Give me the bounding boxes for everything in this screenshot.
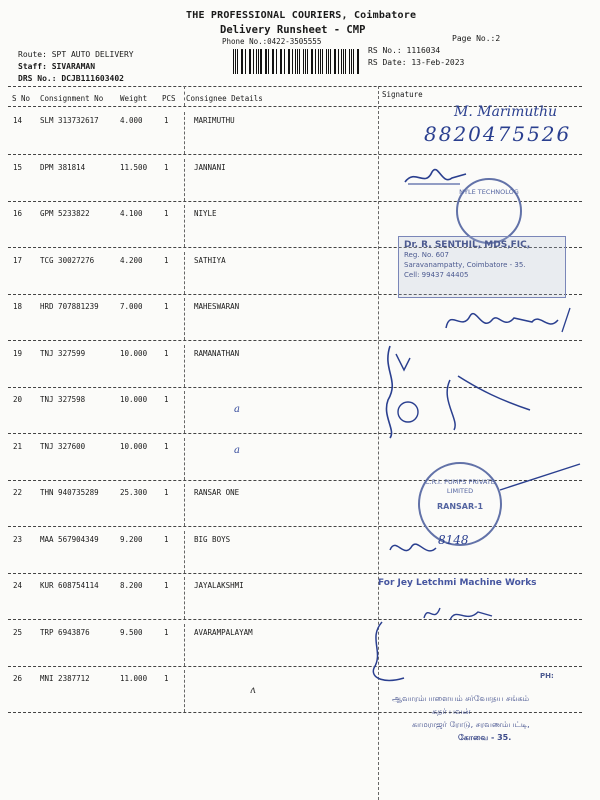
row-pcs: 1 [164,302,169,311]
row-consignment: SLM 313732617 [40,116,99,125]
row-pcs: 1 [164,255,169,265]
jaylakshmi-stamp: For Jey Letchmi Machine Works [378,578,537,588]
row-consignment: HRD 707881239 [40,302,99,311]
barcode-bar [260,49,261,74]
rs-number: RS No.: 1116034 [368,46,441,55]
row-weight: 8.200 [120,581,143,590]
row-sno: 21 [13,441,23,451]
row-col-divider [184,345,185,387]
row-rule [8,573,582,574]
col-sno: S No [12,94,31,103]
row-consignment: KUR 608754114 [40,581,99,590]
row-col-divider [184,159,185,201]
row-col-divider [184,670,185,712]
row-pcs: 1 [164,395,169,404]
row-sno: 14 [13,116,23,125]
signature-row22 [380,460,590,540]
row-consignment: DPM 381814 [40,162,86,172]
row-col-divider [184,624,185,666]
barcode-bar [338,49,339,74]
row-consignee: JAYALAKSHMI [194,581,244,590]
barcode-bar [241,49,242,74]
row-col-divider [184,438,185,480]
handwritten-phone: 8820475526 [424,122,572,146]
row-consignee: JANNANI [194,162,226,172]
page-number: Page No.:2 [452,34,501,43]
row-weight: 11.500 [120,162,148,172]
barcode-bar [281,49,282,74]
row-weight: 7.000 [120,302,143,311]
barcode-bar [311,49,312,74]
barcode-bar [322,49,323,74]
barcode-bar [345,49,346,74]
row-col-divider [184,298,185,340]
barcode-bar [320,49,321,74]
signature-row15 [400,160,470,190]
barcode-bar [276,49,277,74]
row-consignee: SATHIYA [194,255,226,265]
row-col-divider [184,484,185,526]
row-col-divider [184,531,185,573]
row-pcs: 1 [164,162,169,172]
row-consignee: MARIMUTHU [194,116,235,125]
cri-pumps-stamp: C.R.I. PUMPS PRIVATE LIMITED RANSAR-1 [418,462,502,546]
row-consignment: GPM 5233822 [40,209,90,218]
col-signature: Signature [382,90,423,99]
avaram-ph: PH: [540,672,554,680]
row-sno: 16 [13,209,23,218]
signature-row18 [440,302,580,338]
row-consignee: BIG BOYS [194,534,231,544]
row-consignment: MNI 2387712 [40,674,90,683]
row-consignee: RAMANATHAN [194,348,240,358]
handwritten-number: 8148 [438,533,469,547]
route-info [18,49,134,85]
staff: Staff: SIVARAMAN [18,62,96,71]
barcode-bar [307,49,308,74]
row-weight: 4.200 [120,255,143,265]
row-consignment: TRP 6943876 [40,627,90,637]
row-weight: 9.200 [120,534,143,544]
row-pcs: 1 [164,674,169,683]
nyle-stamp: NYLE TECHNOLOG [456,178,522,244]
row-weight: 10.000 [120,395,148,404]
row-col-divider [184,112,185,154]
row-pcs: 1 [164,534,169,544]
col-divider [184,86,185,106]
row-consignment: TCG 30027276 [40,255,95,265]
company-title: THE PROFESSIONAL COURIERS, Coimbatore [186,10,417,21]
row-col-divider [184,577,185,619]
row-sno: 20 [13,395,23,404]
row-pcs: 1 [164,441,169,451]
row-pcs: 1 [164,348,169,358]
phone-number: Phone No.:0422-3505555 [222,37,322,46]
col-pcs: PCS [162,94,176,103]
row-consignee: MAHESWARAN [194,302,240,311]
sheet-title: Delivery Runsheet - CMP [220,24,366,36]
barcode-bar [295,49,296,74]
row-sno: 26 [13,674,23,683]
barcode-bar [284,49,285,74]
row-sno: 23 [13,534,23,544]
row-rule [8,666,582,667]
barcode-bar [233,49,234,74]
route: Route: SPT AUTO DELIVERY [18,50,134,59]
row-sno: 25 [13,627,23,637]
barcode [233,49,361,74]
col-weight: Weight [120,94,148,103]
row-weight: 10.000 [120,441,148,451]
rs-date: RS Date: 13-Feb-2023 [368,58,465,67]
drs-number: DRS No.: DCJB111603402 [18,74,124,83]
row-sno: 19 [13,348,23,358]
row-weight: 4.100 [120,209,143,218]
col-consignee: Consignee Details [186,94,263,103]
row-sno: 17 [13,255,23,265]
header-top-rule [8,86,582,87]
row-sno: 18 [13,302,23,311]
row-consignment: TNJ 327600 [40,441,86,451]
signature-row25 [420,598,500,628]
pencil-mark: a [234,445,240,456]
barcode-bar [330,49,331,74]
row-consignment: TNJ 327599 [40,348,86,358]
avaram-stamp: ஆவாரம்பாளையம் சர்வோதய சங்கம் கதர் பவன் காமராஜர் ரோடு, சரவணம்பட்டி, கோவை - 35. [392,694,530,742]
row-pcs: 1 [164,209,169,218]
barcode-bar [256,49,257,74]
row-pcs: 1 [164,488,169,497]
col-consignment: Consignment No [40,94,104,103]
signature-row14: M. Marimuthu [454,104,558,120]
row-col-divider [184,205,185,247]
barcode-bar [299,49,300,74]
row-col-divider [184,391,185,433]
doctor-stamp: Dr. R. SENTHIL, MDS,FIC, Reg. No. 607 Saravanampatty, Coimbatore - 35. Cell: 99437 44405 [398,236,566,298]
row-sno: 22 [13,488,23,497]
row-consignment: MAA 567904349 [40,534,99,544]
barcode-bar [351,49,352,74]
row-weight: 11.000 [120,674,148,683]
row-col-divider [184,252,185,294]
row-pcs: 1 [164,581,169,590]
row-consignee: RANSAR ONE [194,488,240,497]
row-weight: 25.300 [120,488,148,497]
signature-row26 [364,618,424,688]
row-consignment: TNJ 327598 [40,395,86,404]
rs-info [368,45,464,69]
barcode-bar [253,49,254,74]
barcode-bar [242,49,243,74]
row-rule [8,154,582,155]
row-consignee: AVARAMPALAYAM [194,627,253,637]
row-sno: 24 [13,581,23,590]
signature-row19-21 [380,340,540,440]
row-sno: 15 [13,162,23,172]
row-pcs: 1 [164,627,169,637]
barcode-bar [358,49,359,74]
table-row [0,624,600,668]
pencil-mark: ʌ [250,685,256,696]
row-weight: 4.000 [120,116,143,125]
pencil-mark: a [234,404,240,415]
row-pcs: 1 [164,116,169,125]
row-consignment: THN 940735289 [40,488,99,497]
row-consignee: NIYLE [194,209,217,218]
barcode-bar [268,49,269,74]
row-weight: 10.000 [120,348,148,358]
row-weight: 9.500 [120,627,143,637]
